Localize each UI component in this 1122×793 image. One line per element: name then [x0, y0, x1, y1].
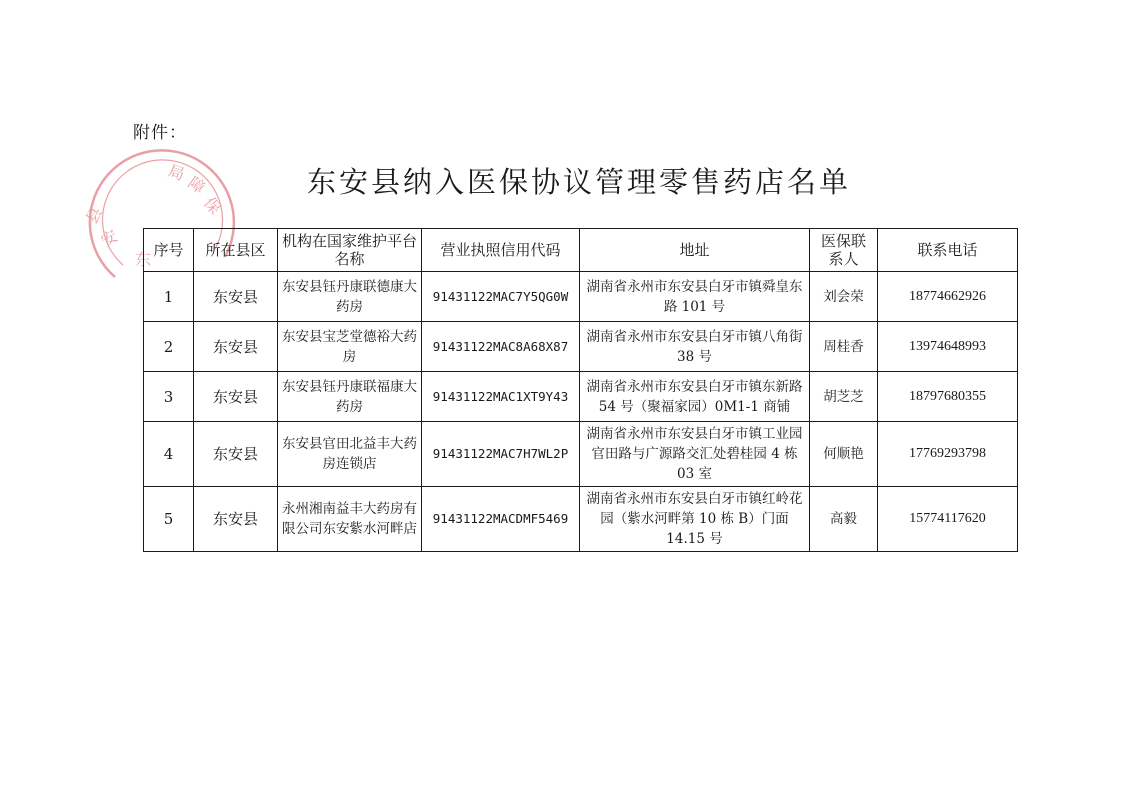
svg-text:障: 障	[184, 172, 209, 198]
row-institution-name: 东安县官田北益丰大药房连锁店	[278, 422, 422, 487]
row-institution-name: 永州湘南益丰大药房有限公司东安紫水河畔店	[278, 487, 422, 552]
row-credit-code: 91431122MACDMF5469	[422, 487, 580, 552]
row-credit-code: 91431122MAC7Y5QG0W	[422, 272, 580, 322]
table-row	[144, 372, 1018, 422]
row-contact: 何顺艳	[810, 422, 878, 487]
table-row	[144, 322, 1018, 372]
svg-text:东: 东	[135, 250, 152, 269]
row-county: 东安县	[194, 272, 278, 322]
row-credit-code: 91431122MAC8A68X87	[422, 322, 580, 372]
table-header-row	[144, 229, 1018, 272]
row-county: 东安县	[194, 422, 278, 487]
svg-text:局: 局	[165, 160, 188, 185]
row-address: 湖南省永州市东安县白牙市镇红岭花园（紫水河畔第 10 栋 B）门面 14.15 号	[580, 487, 810, 552]
row-index: 5	[144, 487, 194, 552]
row-county: 东安县	[194, 322, 278, 372]
row-phone: 18797680355	[878, 372, 1018, 422]
page-title: 东安县纳入医保协议管理零售药店名单	[306, 165, 851, 199]
header-contact: 医保联系人	[810, 229, 878, 272]
row-county: 东安县	[194, 487, 278, 552]
row-index: 1	[144, 272, 194, 322]
header-county: 所在县区	[194, 229, 278, 272]
header-phone: 联系电话	[878, 229, 1018, 272]
pharmacy-list-table	[143, 228, 1018, 552]
header-index: 序号	[144, 229, 194, 272]
table-row	[144, 487, 1018, 552]
row-index: 3	[144, 372, 194, 422]
header-address: 地址	[580, 229, 810, 272]
table-row	[144, 422, 1018, 487]
row-county: 东安县	[194, 372, 278, 422]
row-phone: 15774117620	[878, 487, 1018, 552]
row-phone: 13974648993	[878, 322, 1018, 372]
row-address: 湖南省永州市东安县白牙市镇舜皇东路 101 号	[580, 272, 810, 322]
row-address: 湖南省永州市东安县白牙市镇东新路 54 号（聚福家园）0M1-1 商铺	[580, 372, 810, 422]
row-phone: 18774662926	[878, 272, 1018, 322]
row-contact: 胡芝芝	[810, 372, 878, 422]
table-row	[144, 272, 1018, 322]
row-phone: 17769293798	[878, 422, 1018, 487]
row-institution-name: 东安县钰丹康联德康大药房	[278, 272, 422, 322]
header-credit-code: 营业执照信用代码	[422, 229, 580, 272]
attachment-label: 附件：	[133, 123, 187, 143]
row-institution-name: 东安县宝芝堂德裕大药房	[278, 322, 422, 372]
svg-text:安: 安	[97, 226, 121, 251]
row-contact: 高毅	[810, 487, 878, 552]
svg-text:保: 保	[199, 193, 225, 218]
svg-text:县: 县	[82, 203, 107, 227]
row-credit-code: 91431122MAC1XT9Y43	[422, 372, 580, 422]
row-address: 湖南省永州市东安县白牙市镇工业园官田路与广源路交汇处碧桂园 4 栋 03 室	[580, 422, 810, 487]
row-institution-name: 东安县钰丹康联福康大药房	[278, 372, 422, 422]
row-contact: 刘会荣	[810, 272, 878, 322]
row-contact: 周桂香	[810, 322, 878, 372]
row-index: 4	[144, 422, 194, 487]
row-index: 2	[144, 322, 194, 372]
row-credit-code: 91431122MAC7H7WL2P	[422, 422, 580, 487]
header-institution-name: 机构在国家维护平台名称	[278, 229, 422, 272]
row-address: 湖南省永州市东安县白牙市镇八角街 38 号	[580, 322, 810, 372]
